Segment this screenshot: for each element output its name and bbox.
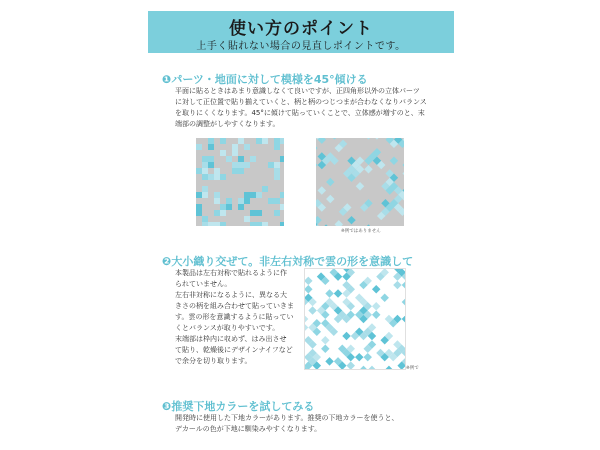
pattern-pixel (274, 138, 280, 144)
pattern-svg (316, 138, 404, 226)
pattern-pixel (208, 138, 214, 144)
pattern-pixel (196, 168, 202, 174)
pattern-pixel (208, 156, 214, 162)
section-2-note: ※例で (406, 366, 419, 371)
section-3-heading: ❸推奨下地カラーを試してみる (162, 400, 315, 413)
section-2-line: で余分を切り取ります。 (175, 357, 252, 365)
pattern-pixel (274, 144, 280, 150)
pattern-pixel (208, 162, 214, 168)
section-2-line: 末端部は枠内に収めず、はみ出させ (175, 335, 287, 343)
pattern-pixel (196, 192, 202, 198)
pattern-pixel (256, 222, 262, 226)
pattern-pixel (208, 222, 214, 226)
section-1-heading: ❶パーツ・地面に対して模様を45°傾ける (162, 73, 368, 86)
section-1-note: ※例ではありません (341, 229, 381, 234)
pattern-pixel (238, 156, 244, 162)
section-1-text (175, 86, 475, 130)
pattern-pixel (280, 222, 284, 226)
section-1-line: を取りにくくなります。45°に傾けて貼っていくことで、立体感が増すのと、末 (175, 109, 425, 117)
pattern-pixel (244, 162, 250, 168)
pattern-pixel (202, 162, 208, 168)
pattern-pixel (238, 162, 244, 168)
section-3-text (175, 413, 475, 435)
section-2-text (175, 268, 300, 367)
pattern-pixel (220, 222, 226, 226)
pattern-pixel (274, 210, 280, 216)
pattern-svg (305, 269, 405, 369)
pattern-pixel (268, 162, 274, 168)
pattern-pixel (202, 174, 208, 180)
pattern-pixel (220, 150, 226, 156)
section-2-line: られていません。 (175, 280, 232, 288)
pattern-pixel (238, 198, 244, 204)
pattern-pixel (202, 186, 208, 192)
pattern-pixel (196, 210, 202, 216)
pattern-pixel (274, 168, 280, 174)
pattern-pixel (274, 198, 280, 204)
section-3-line: 開発時に使用した下地カラーがあります。推奨の下地カラーを使うと、 (175, 414, 399, 422)
pattern-pixel (202, 222, 208, 226)
pattern-pixel (232, 144, 238, 150)
pattern-pixel (202, 216, 208, 222)
page-subtitle: 上手く貼れない場合の見直しポイントです。 (196, 41, 406, 52)
pattern-pixel (232, 162, 238, 168)
diagonal-pattern-image (316, 138, 404, 226)
pattern-pixel (250, 156, 256, 162)
pattern-pixel (220, 210, 226, 216)
pattern-pixel (220, 204, 226, 210)
pattern-pixel (226, 156, 232, 162)
pattern-pixel (244, 216, 250, 222)
pattern-pixel (238, 204, 244, 210)
pattern-svg (196, 138, 284, 226)
section-2-line: 本製品は左右対称で貼れるように作 (175, 269, 287, 277)
pattern-pixel (226, 198, 232, 204)
pattern-pixel (208, 144, 214, 150)
pattern-pixel (262, 138, 268, 144)
pattern-pixel (202, 168, 208, 174)
section-2-line: きさの柄を組み合わせて貼っていきま (175, 302, 294, 310)
pattern-pixel (220, 174, 226, 180)
pattern-pixel (238, 138, 244, 144)
pattern-pixel (256, 138, 262, 144)
pattern-pixel (232, 168, 238, 174)
page-header (148, 11, 454, 53)
pattern-pixel (214, 192, 220, 198)
pattern-pixel (250, 222, 256, 226)
section-1-line: 平面に貼るときはあまり意識しなくて良いですが、正四角形以外の立体パーツ (175, 87, 420, 95)
pattern-pixel (274, 174, 280, 180)
pattern-pixel (244, 198, 250, 204)
pattern-pixel (196, 204, 202, 210)
section-2-heading: ❷大小織り交ぜて。非左右対称で雲の形を意識して (162, 255, 414, 268)
pattern-pixel (214, 174, 220, 180)
cloud-pattern-image (304, 268, 406, 370)
pattern-pixel (280, 156, 284, 162)
pattern-pixel (280, 204, 284, 210)
pattern-pixel (280, 138, 284, 144)
pattern-pixel (196, 144, 202, 150)
section-2-line: す。雲の形を意識するように貼ってい (175, 313, 294, 321)
pattern-pixel (214, 210, 220, 216)
pattern-pixel (214, 198, 220, 204)
pattern-pixel (256, 210, 262, 216)
pattern-pixel (262, 222, 268, 226)
section-2-line: 左右非対称になるように、異なる大 (175, 291, 287, 299)
pattern-pixel (232, 150, 238, 156)
pattern-pixel (214, 168, 220, 174)
page-title: 使い方のポイント (229, 19, 373, 39)
section-3-line: デカールの色が下地に馴染みやすくなります。 (175, 425, 322, 433)
straight-pattern-image (196, 138, 284, 226)
pattern-pixel (208, 174, 214, 180)
pattern-pixel (250, 192, 256, 198)
section-2-line: くとバランスが取りやすいです。 (175, 324, 280, 332)
pattern-pixel (268, 198, 274, 204)
pattern-pixel (220, 138, 226, 144)
pattern-pixel (238, 168, 244, 174)
pattern-pixel (202, 192, 208, 198)
section-1-line: に対して正位置で貼り揃えていくと、柄と柄のつじつまが合わなくなりバランス (175, 98, 427, 106)
pattern-pixel (244, 192, 250, 198)
pattern-pixel (202, 156, 208, 162)
pattern-pixel (226, 204, 232, 210)
pattern-pixel (244, 144, 250, 150)
section-2-line: て貼り、乾燥後にデザインナイフなど (175, 346, 293, 354)
pattern-pixel (214, 222, 220, 226)
pattern-pixel (262, 186, 268, 192)
pattern-pixel (250, 210, 256, 216)
pattern-pixel (256, 192, 262, 198)
pattern-pixel (274, 162, 280, 168)
pattern-pixel (280, 192, 284, 198)
section-1-line: 端部の調整がしやすくなります。 (175, 120, 280, 128)
